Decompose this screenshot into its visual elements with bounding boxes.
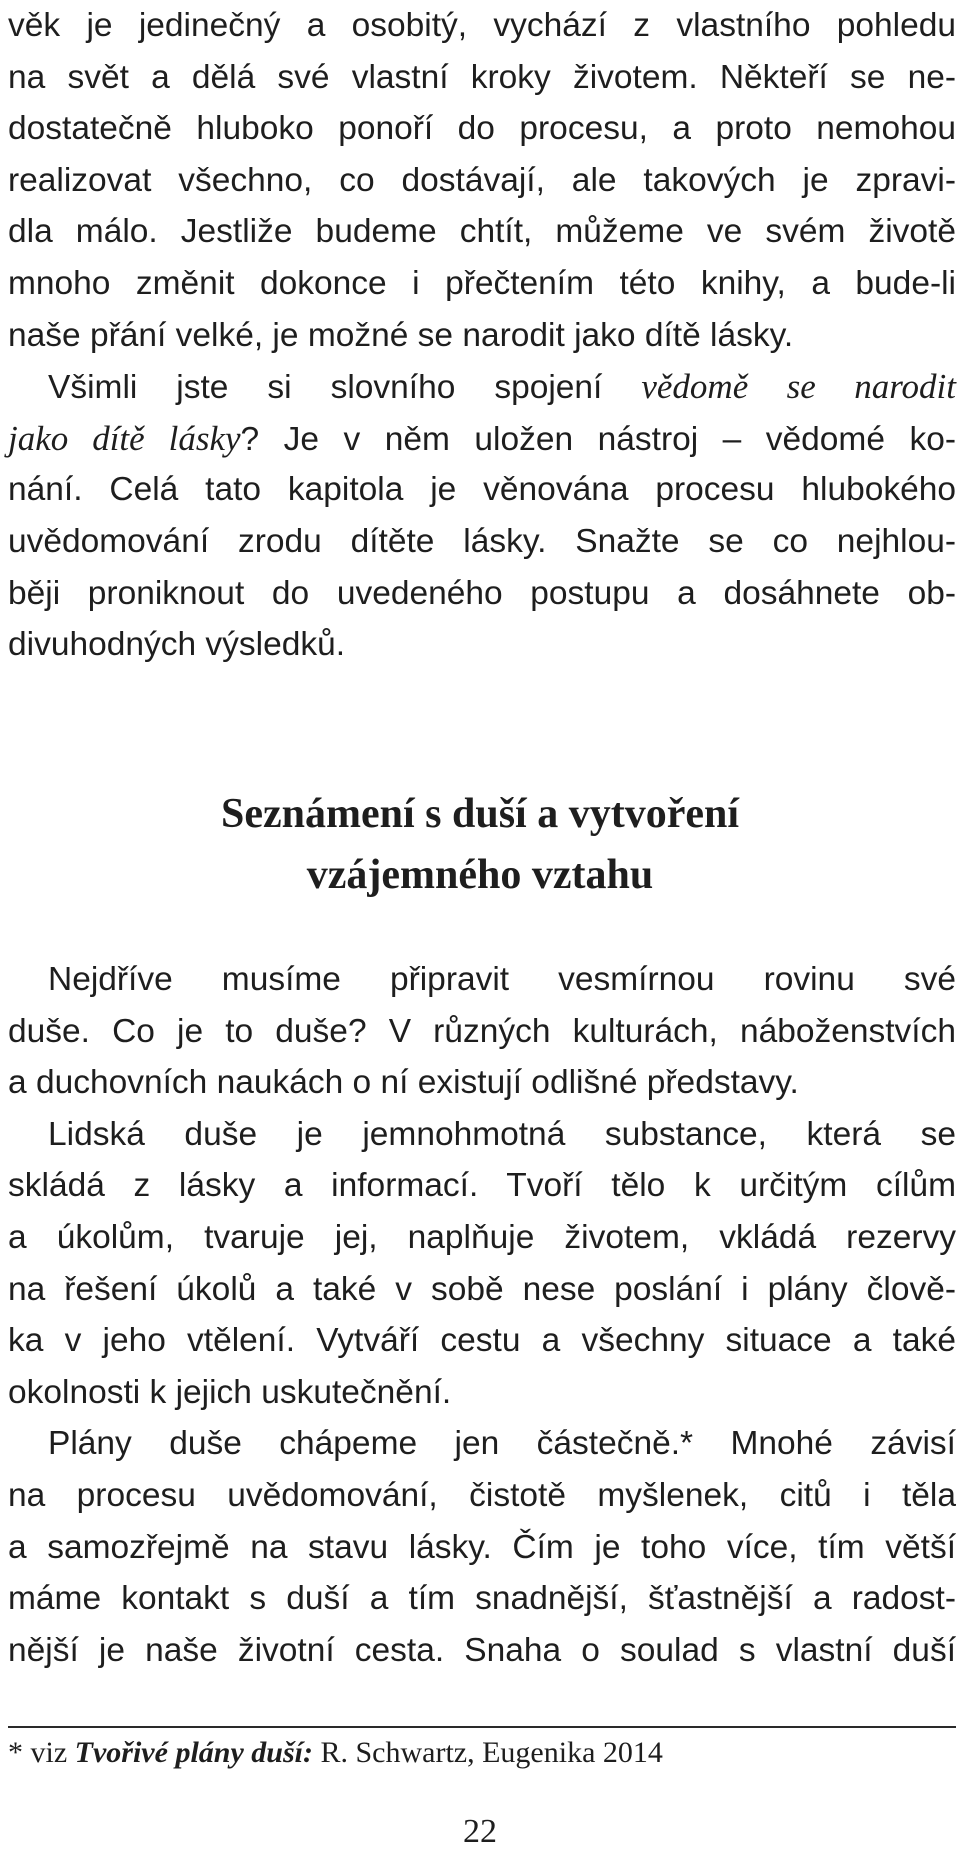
- text-line: ka v jeho vtělení. Vytváří cestu a všechny situace a také: [8, 1322, 956, 1360]
- text-line: okolnosti k jejich uskutečnění.: [8, 1373, 452, 1411]
- text-line: na procesu uvědomování, čistotě myšlenek, citů i těla: [8, 1476, 956, 1514]
- text-line: nání. Celá tato kapitola je věnována procesu hlubokého: [8, 471, 956, 509]
- text-line: máme kontakt s duší a tím snadnější, šťastnější a radost-: [8, 1580, 956, 1618]
- text-line: a duchovních naukách o ní existují odlišné představy.: [8, 1064, 799, 1102]
- page-number: 22: [463, 1813, 497, 1850]
- text-line: Lidská duše je jemnohmotná substance, která se: [48, 1115, 956, 1153]
- footnote: [8, 1733, 663, 1773]
- text-line: na řešení úkolů a také v sobě nese poslání i plány člově-: [8, 1270, 956, 1308]
- text-line: uvědomování zrodu dítěte lásky. Snažte se co nejhlou-: [8, 522, 956, 560]
- text-fragment: ? Je v něm uložen nástroj – vědomé ko-: [240, 420, 956, 458]
- text-fragment: Všimli jste si slovního spojení: [48, 369, 642, 407]
- text-line: [8, 361, 956, 413]
- text-line: věk je jedinečný a osobitý, vychází z vlastního pohledu: [8, 7, 956, 44]
- text-line: realizovat všechno, co dostávají, ale takových je zpravi-: [8, 161, 956, 199]
- section-heading-line-1: Seznámení s duší a vytvoření: [220, 791, 740, 837]
- footnote-divider: [8, 1726, 956, 1728]
- text-line: nější je naše životní cesta. Snaha o soulad s vlastní duší: [8, 1631, 956, 1669]
- italic-phrase: jako dítě lásky: [8, 418, 241, 458]
- footnote-marker: * viz: [8, 1736, 75, 1769]
- text-line: naše přání velké, je možné se narodit jako dítě lásky.: [8, 316, 794, 354]
- section-text: [8, 954, 956, 1676]
- text-line: a úkolům, tvaruje jej, naplňuje životem, vkládá rezervy: [8, 1218, 956, 1256]
- text-line: běji proniknout do uvedeného postupu a dosáhnete ob-: [8, 574, 956, 612]
- text-line: divuhodných výsledků.: [8, 626, 346, 664]
- intro-text: [8, 0, 956, 671]
- text-line: Plány duše chápeme jen částečně.* Mnohé závisí: [48, 1425, 956, 1463]
- text-line: dostatečně hluboko ponoří do procesu, a proto nemohou: [8, 110, 956, 148]
- text-line: na svět a dělá své vlastní kroky životem. Někteří se ne-: [8, 58, 956, 96]
- text-line: [8, 413, 956, 465]
- text-line: dla málo. Jestliže budeme chtít, můžeme ve svém životě: [8, 213, 956, 251]
- text-line: mnoho změnit dokonce i přečtením této knihy, a bude-li: [8, 264, 956, 302]
- italic-phrase: vědomě se narodit: [641, 367, 956, 407]
- footnote-title: Tvořivé plány duší:: [74, 1736, 313, 1769]
- section-heading-line-2: vzájemného vztahu: [306, 852, 654, 898]
- footnote-source: R. Schwartz, Eugenika 2014: [312, 1736, 663, 1769]
- text-line: a samozřejmě na stavu lásky. Čím je toho více, tím větší: [8, 1528, 956, 1566]
- text-line: duše. Co je to duše? V různých kulturách, náboženstvích: [8, 1012, 956, 1050]
- text-line: skládá z lásky a informací. Tvoří tělo k určitým cílům: [8, 1167, 956, 1205]
- text-line: Nejdříve musíme připravit vesmírnou rovinu své: [48, 961, 956, 998]
